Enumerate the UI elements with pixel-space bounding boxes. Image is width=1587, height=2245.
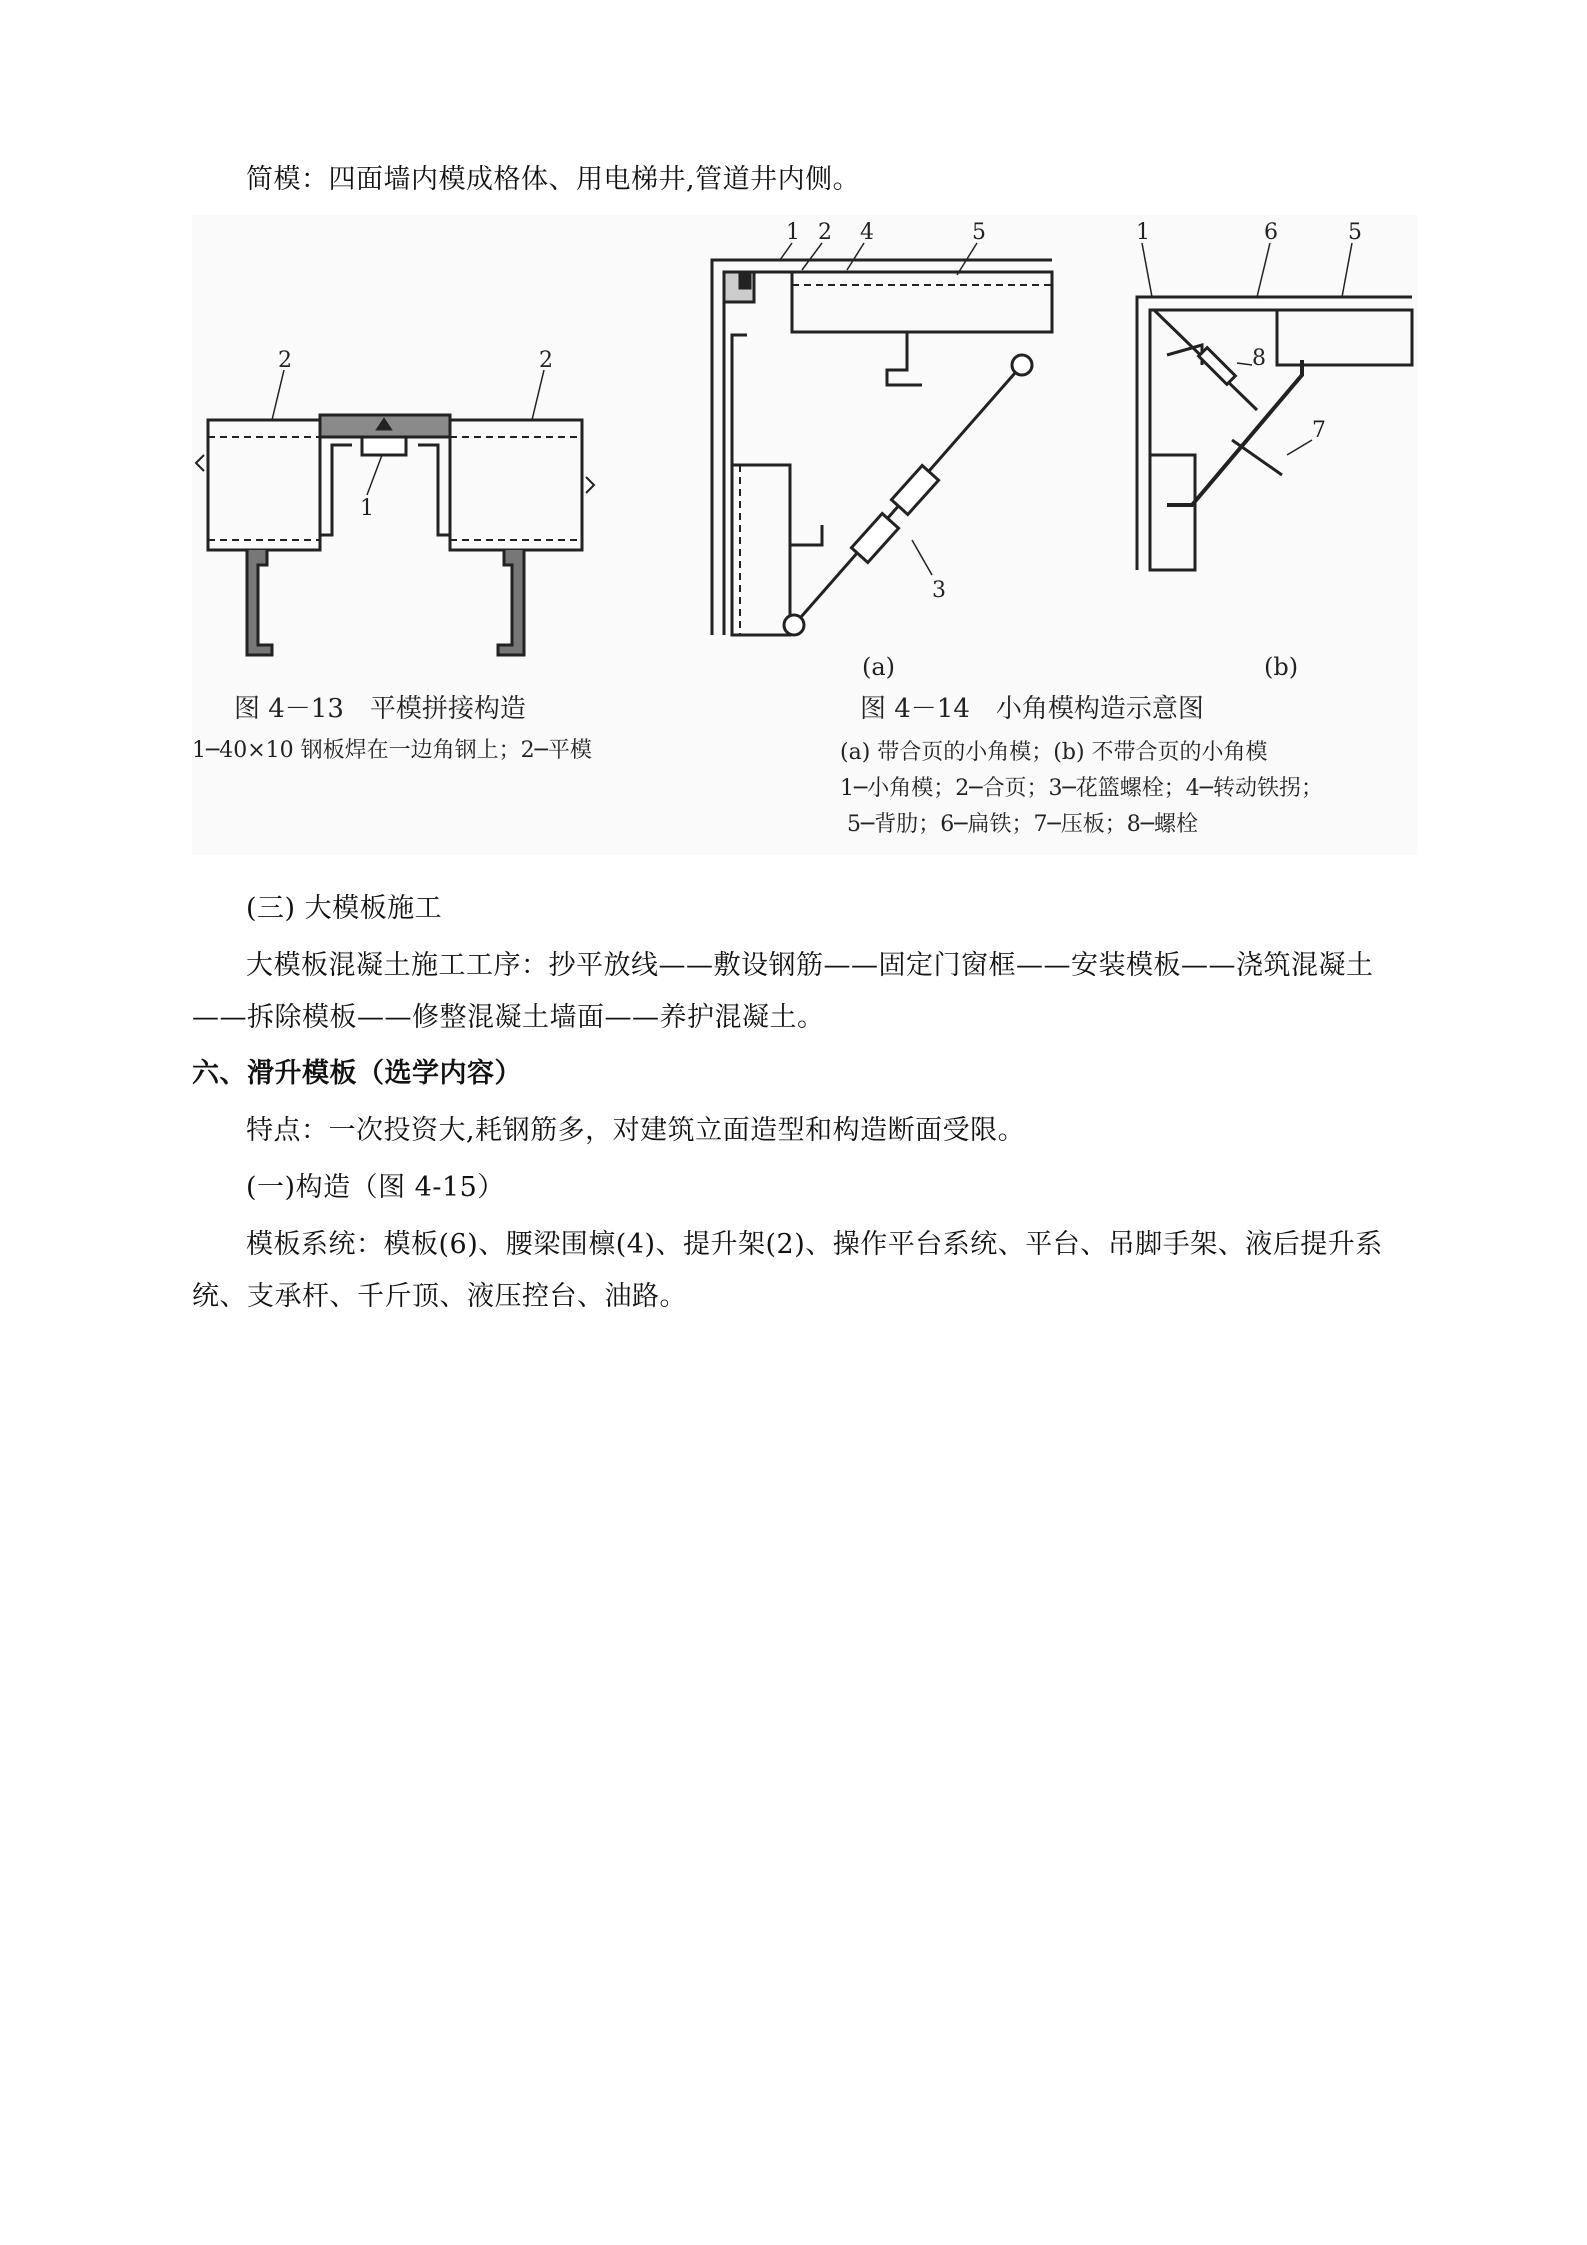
- paragraph-jianmo: 简模：四面墙内模成格体、用电梯井,管道井内侧。: [246, 164, 861, 195]
- fig414b-sublabel: (b): [1264, 653, 1299, 681]
- section-title-construction: (一)构造（图 4-15）: [246, 1172, 505, 1203]
- fig413-label-1: 1: [360, 496, 374, 521]
- fig414a-sublabel: (a): [862, 653, 896, 681]
- fig414-caption-2: 1─小角模；2─合页；3─花篮螺栓；4─转动铁拐；: [840, 776, 1323, 801]
- fig414-caption-3: 5─背肋；6─扁铁；7─压板；8─螺栓: [847, 812, 1198, 837]
- fig414a-label-3: 3: [932, 578, 946, 603]
- paragraph-features: 特点：一次投资大,耗钢筋多，对建筑立面造型和构造断面受限。: [246, 1115, 1026, 1146]
- fig414b-label-5: 5: [1348, 220, 1362, 245]
- fig414a-label-4: 4: [860, 220, 874, 245]
- fig414-title: 图 4－14 小角模构造示意图: [860, 694, 1204, 724]
- figures-drawing: [192, 215, 1418, 855]
- figure-scan-area: [192, 215, 1418, 855]
- figure-4-14a-drawing: [712, 243, 1052, 635]
- paragraph-large-formwork-process: 大模板混凝土施工工序：抄平放线——敷设钢筋——固定门窗框——安装模板——浇筑混凝土——拆除模板——修整混凝土墙面——养护混凝土。: [192, 950, 1374, 1033]
- fig413-title: 图 4－13 平模拼接构造: [234, 694, 526, 724]
- fig414b-label-6: 6: [1264, 220, 1278, 245]
- fig414a-label-2: 2: [818, 220, 832, 245]
- fig414a-label-1: 1: [786, 220, 800, 245]
- heading-slipform: 六、滑升模板（选学内容）: [192, 1058, 522, 1089]
- figure-4-14b-drawing: [1137, 243, 1412, 570]
- fig413-label-2b: 2: [539, 348, 553, 373]
- fig414-caption-1: (a) 带合页的小角模；(b) 不带合页的小角模: [840, 740, 1268, 765]
- fig414b-label-1: 1: [1136, 220, 1150, 245]
- fig413-caption: 1─40×10 钢板焊在一边角钢上；2─平模: [192, 738, 592, 763]
- fig414b-label-8: 8: [1252, 346, 1266, 371]
- paragraph-formwork-system: 模板系统：模板(6)、腰梁围檩(4)、提升架(2)、操作平台系统、平台、吊脚手架、液后提升系统、支承杆、千斤顶、液压控台、油路。: [192, 1229, 1383, 1312]
- fig413-label-2a: 2: [278, 348, 292, 373]
- section-title-large-formwork: (三) 大模板施工: [246, 893, 443, 924]
- fig414b-label-7: 7: [1312, 418, 1326, 443]
- fig414a-label-5: 5: [972, 220, 986, 245]
- figure-4-13-drawing: [196, 370, 594, 655]
